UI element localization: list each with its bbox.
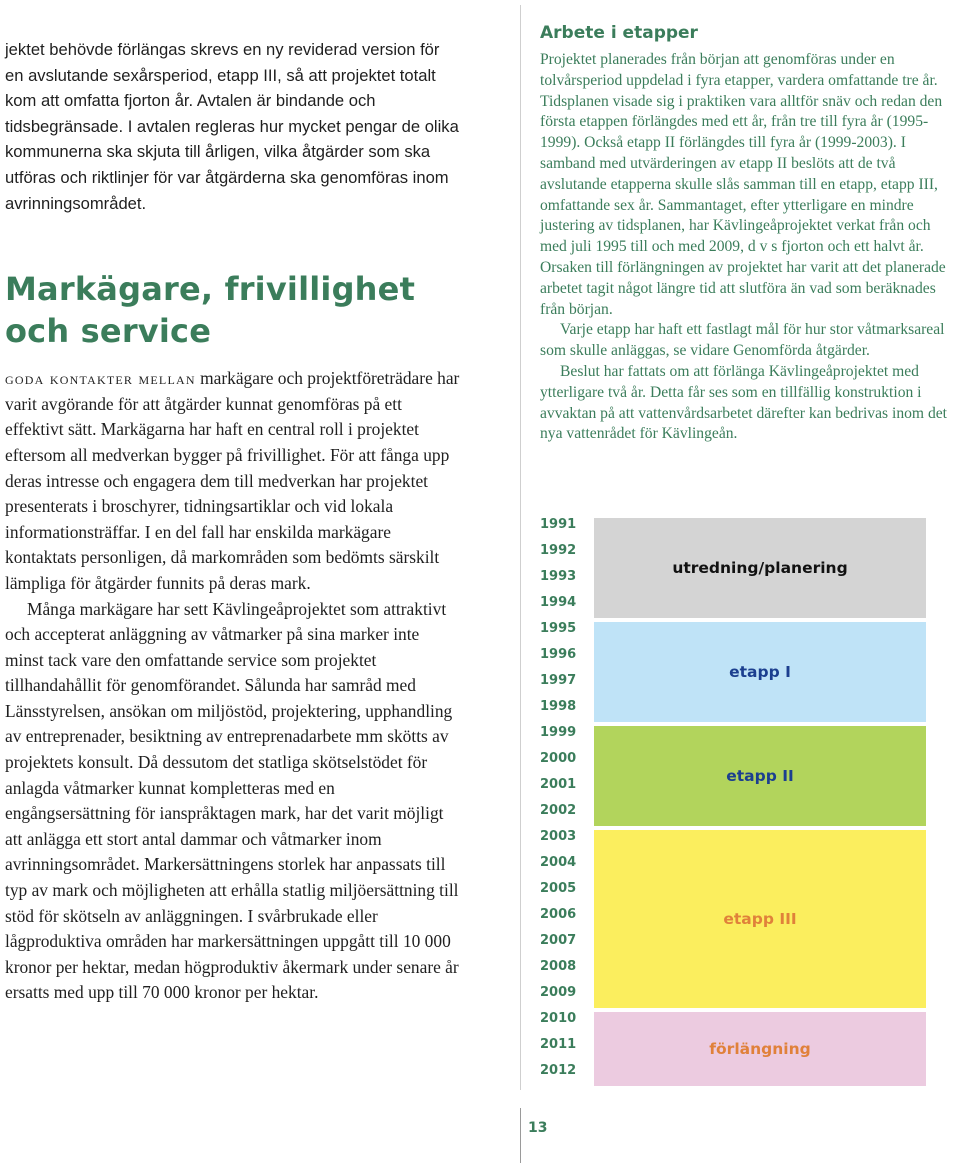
phase-label-4: etapp III [723, 910, 797, 928]
sidebar-paragraph-3: Beslut har fattats om att förlänga Kävlingeåprojektet med ytterligare två år. Detta får ses som en tillfällig konstruktion i avvaktan på att vattenvårdsarbetet därefter kan bedrivas inom det nya vattenrådet för Kävlingeån. [540, 362, 947, 443]
sidebar-heading: Arbete i etapper [540, 23, 698, 43]
year-label-2000: 2000 [540, 751, 577, 766]
year-label-2008: 2008 [540, 959, 577, 974]
column-divider [520, 5, 521, 1090]
phase-band-5 [594, 1012, 926, 1086]
year-label-2001: 2001 [540, 777, 577, 792]
year-label-1998: 1998 [540, 699, 577, 714]
intro-paragraph: jektet behövde förlängas skrevs en ny reviderad version för en avslutande sexårsperiod, etapp III, så att projektet totalt kom att omfatta fjorton år. Avtalen är bindande och tidsbegränsade. I avtalen regleras hur mycket pengar de olika kommunerna ska skjuta till årligen, vilka åtgärder som ska utföras och riktlinjer för var åtgärderna ska genomföras inom avrinningsområdet. [5, 40, 459, 213]
phase-label-1: utredning/planering [672, 559, 848, 577]
phase-band-3 [594, 726, 926, 826]
sidebar-paragraph-1: Projektet planerades från början att genomföras under en tolvårsperiod uppdelad i fyra etapper, vardera omfattande tre år. Tidsplanen visade sig i praktiken vara alltför snäv och redan den första etappen förlängdes med ett år, från tre till fyra år (1995-1999). Också etapp II förlängdes till fyra år (1999-2003). I samband med utvärderingen av etapp II beslöts att de två avslutande etapperna skulle slås samman till en etapp, etapp III, omfattande sex år. Sammantaget, efter ytterligare en mindre justering av tidsplanen, har Kävlingeåprojektet verkat från och med juli 1995 till och med 2009, d v s fjorton och ett halvt år. Orsaken till förlängningen av projektet har varit att det planerade arbetet tagit något längre tid att slutföra än vad som beräknades från början. [540, 51, 946, 318]
year-label-2004: 2004 [540, 855, 577, 870]
year-label-1994: 1994 [540, 595, 577, 610]
year-label-1999: 1999 [540, 725, 577, 740]
phase-band-1 [594, 518, 926, 618]
timeline-chart [540, 512, 930, 1092]
year-label-1993: 1993 [540, 569, 577, 584]
year-label-2005: 2005 [540, 881, 577, 896]
phase-label-3: etapp II [726, 767, 794, 785]
phase-band-2 [594, 622, 926, 722]
year-label-1996: 1996 [540, 647, 577, 662]
year-label-2003: 2003 [540, 829, 577, 844]
body-paragraph-1 [5, 366, 461, 596]
body-paragraph-1-text: markägare och projektföreträdare har varit avgörande för att åtgärder kunnat genomföras på ett effektivt sätt. Markägarna har haft en central roll i projektet eftersom all medverkan bygger på frivillighet. För att fånga upp deras intresse och engagera dem till medverkan har projektet presenterats i broschyrer, tidningsartiklar och vid lokala informationsträffar. I en del fall har enskilda markägare kontaktats personligen, då markområden som bedömts särskilt lämpliga för åtgärder funnits på deras mark. [5, 368, 460, 593]
sidebar-box [540, 22, 958, 445]
body-paragraph-2: Många markägare har sett Kävlingeåprojektet som attraktivt och accepterat anläggning av våtmarker på sina marker inte minst tack vare den omfattande service som projektet tillhandahållit för genomförandet. Sålunda har samråd med Länsstyrelsen, ansökan om miljöstöd, projektering, upphandling av entreprenader, besiktning av entreprenadarbete mm skötts av projektets konsult. Då dessutom det statliga skötselstödet för anlagda våtmarker kunnat kompletteras med en engångsersättning för ianspråktagen mark, har det varit möjligt att anlägga ett stort antal dammar och våtmarker inom avrinningsområdet. Markersättningens storlek har anpassats till typ av mark och möjligheten att erhålla statlig miljöersättning till stöd för skötseln av anläggningen. I svårbrukade eller lågproduktiva områden har markersättningen uppgått till 10 000 kronor per hektar, medan högproduktiv åkermark under senare år ersatts med upp till 70 000 kronor per hektar. [5, 598, 459, 1003]
year-label-2006: 2006 [540, 907, 577, 922]
year-label-2007: 2007 [540, 933, 577, 948]
year-label-2009: 2009 [540, 985, 577, 1000]
year-label-1997: 1997 [540, 673, 577, 688]
page-number: 13 [528, 1120, 548, 1136]
year-label-2002: 2002 [540, 803, 577, 818]
page-number-rule [520, 1108, 521, 1163]
sidebar-paragraph-2: Varje etapp har haft ett fastlagt mål för hur stor våtmarksareal som skulle anläggas, se vidare Genomförda åtgärder. [540, 321, 945, 360]
lead-in-smallcaps: goda kontakter mellan [5, 369, 196, 389]
phase-label-2: etapp I [729, 663, 791, 681]
year-label-2010: 2010 [540, 1011, 577, 1026]
year-label-1995: 1995 [540, 621, 577, 636]
year-label-2011: 2011 [540, 1037, 577, 1052]
section-heading: Markägare, frivillighet och service [5, 270, 416, 351]
phase-label-5: förlängning [709, 1040, 811, 1058]
year-label-1992: 1992 [540, 543, 577, 558]
year-label-2012: 2012 [540, 1063, 577, 1078]
phase-band-4 [594, 830, 926, 1008]
year-label-1991: 1991 [540, 517, 577, 532]
left-column [5, 37, 461, 1006]
